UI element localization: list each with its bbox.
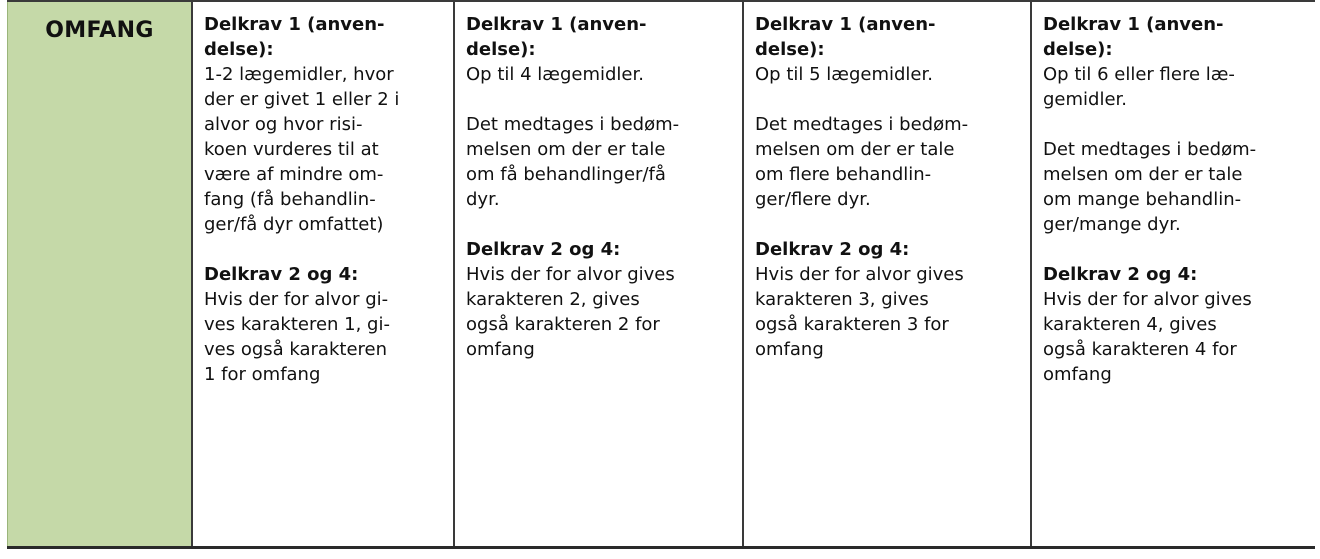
paragraph-gap: [466, 87, 732, 112]
block-heading-line: Delkrav 2 og 4:: [466, 239, 621, 260]
block-text-line: også karakteren 3 for: [755, 314, 949, 335]
block-heading-line: delse):: [1043, 39, 1113, 60]
criteria-table: [7, 0, 1315, 549]
block-text-line: være af mindre om-: [204, 164, 384, 185]
block-heading-line: delse):: [466, 39, 536, 60]
block-text-line: melsen om der er tale: [755, 139, 955, 160]
block-text-line: ger/flere dyr.: [755, 189, 871, 210]
block-text-line: omfang: [755, 339, 824, 360]
grade-4-cell: [1032, 2, 1315, 546]
block-text-line: melsen om der er tale: [1043, 164, 1243, 185]
block-text-line: Hvis der for alvor gives: [1043, 289, 1252, 310]
block-text-line: der er givet 1 eller 2 i: [204, 89, 400, 110]
block-text-line: Op til 6 eller flere læ-: [1043, 64, 1235, 85]
paragraph-gap: [1043, 237, 1305, 262]
block-text-line: om flere behandlin-: [755, 164, 932, 185]
block-text-line: omfang: [466, 339, 535, 360]
block-text-line: Op til 5 lægemidler.: [755, 64, 933, 85]
block-text-line: fang (få behandlin-: [204, 189, 376, 210]
block-text-line: melsen om der er tale: [466, 139, 666, 160]
block-text-line: ves også karakteren: [204, 339, 388, 360]
paragraph-gap: [466, 212, 732, 237]
block-text-line: ger/få dyr omfattet): [204, 214, 384, 235]
block-heading-line: Delkrav 1 (anven-: [204, 14, 385, 35]
block-heading-line: Delkrav 1 (anven-: [755, 14, 936, 35]
block-heading-line: Delkrav 2 og 4:: [204, 264, 359, 285]
block-heading-line: Delkrav 1 (anven-: [1043, 14, 1224, 35]
block-text-line: gemidler.: [1043, 89, 1128, 110]
block-heading-line: Delkrav 1 (anven-: [466, 14, 647, 35]
block-text-line: omfang: [1043, 364, 1112, 385]
block-text-line: Det medtages i bedøm-: [466, 114, 680, 135]
paragraph-gap: [755, 212, 1020, 237]
block-text-line: karakteren 3, gives: [755, 289, 929, 310]
block-text-line: også karakteren 2 for: [466, 314, 660, 335]
block-text-line: Det medtages i bedøm-: [755, 114, 969, 135]
block-text-line: Det medtages i bedøm-: [1043, 139, 1257, 160]
block-text-line: Op til 4 lægemidler.: [466, 64, 644, 85]
block-heading-line: Delkrav 2 og 4:: [1043, 264, 1198, 285]
block-text-line: Hvis der for alvor gives: [755, 264, 964, 285]
block-heading-line: delse):: [755, 39, 825, 60]
block-text-line: dyr.: [466, 189, 500, 210]
block-text-line: ves karakteren 1, gi-: [204, 314, 390, 335]
block-text-line: alvor og hvor risi-: [204, 114, 363, 135]
block-text-line: ger/mange dyr.: [1043, 214, 1181, 235]
row-header-cell: [7, 2, 193, 546]
paragraph-gap: [1043, 112, 1305, 137]
grade-1-cell: [193, 2, 455, 546]
paragraph-gap: [755, 87, 1020, 112]
block-heading-line: delse):: [204, 39, 274, 60]
block-text-line: også karakteren 4 for: [1043, 339, 1237, 360]
block-text-line: 1 for omfang: [204, 364, 321, 385]
block-text-line: Hvis der for alvor gives: [466, 264, 675, 285]
block-text-line: karakteren 4, gives: [1043, 314, 1217, 335]
block-text-line: om mange behandlin-: [1043, 189, 1242, 210]
grade-3-cell: [744, 2, 1032, 546]
block-text-line: karakteren 2, gives: [466, 289, 640, 310]
row-header-label: OMFANG: [45, 18, 154, 43]
block-text-line: Hvis der for alvor gi-: [204, 289, 389, 310]
block-heading-line: Delkrav 2 og 4:: [755, 239, 910, 260]
block-text-line: koen vurderes til at: [204, 139, 379, 160]
grade-2-cell: [455, 2, 744, 546]
paragraph-gap: [204, 237, 443, 262]
block-text-line: om få behandlinger/få: [466, 164, 666, 185]
block-text-line: 1-2 lægemidler, hvor: [204, 64, 394, 85]
